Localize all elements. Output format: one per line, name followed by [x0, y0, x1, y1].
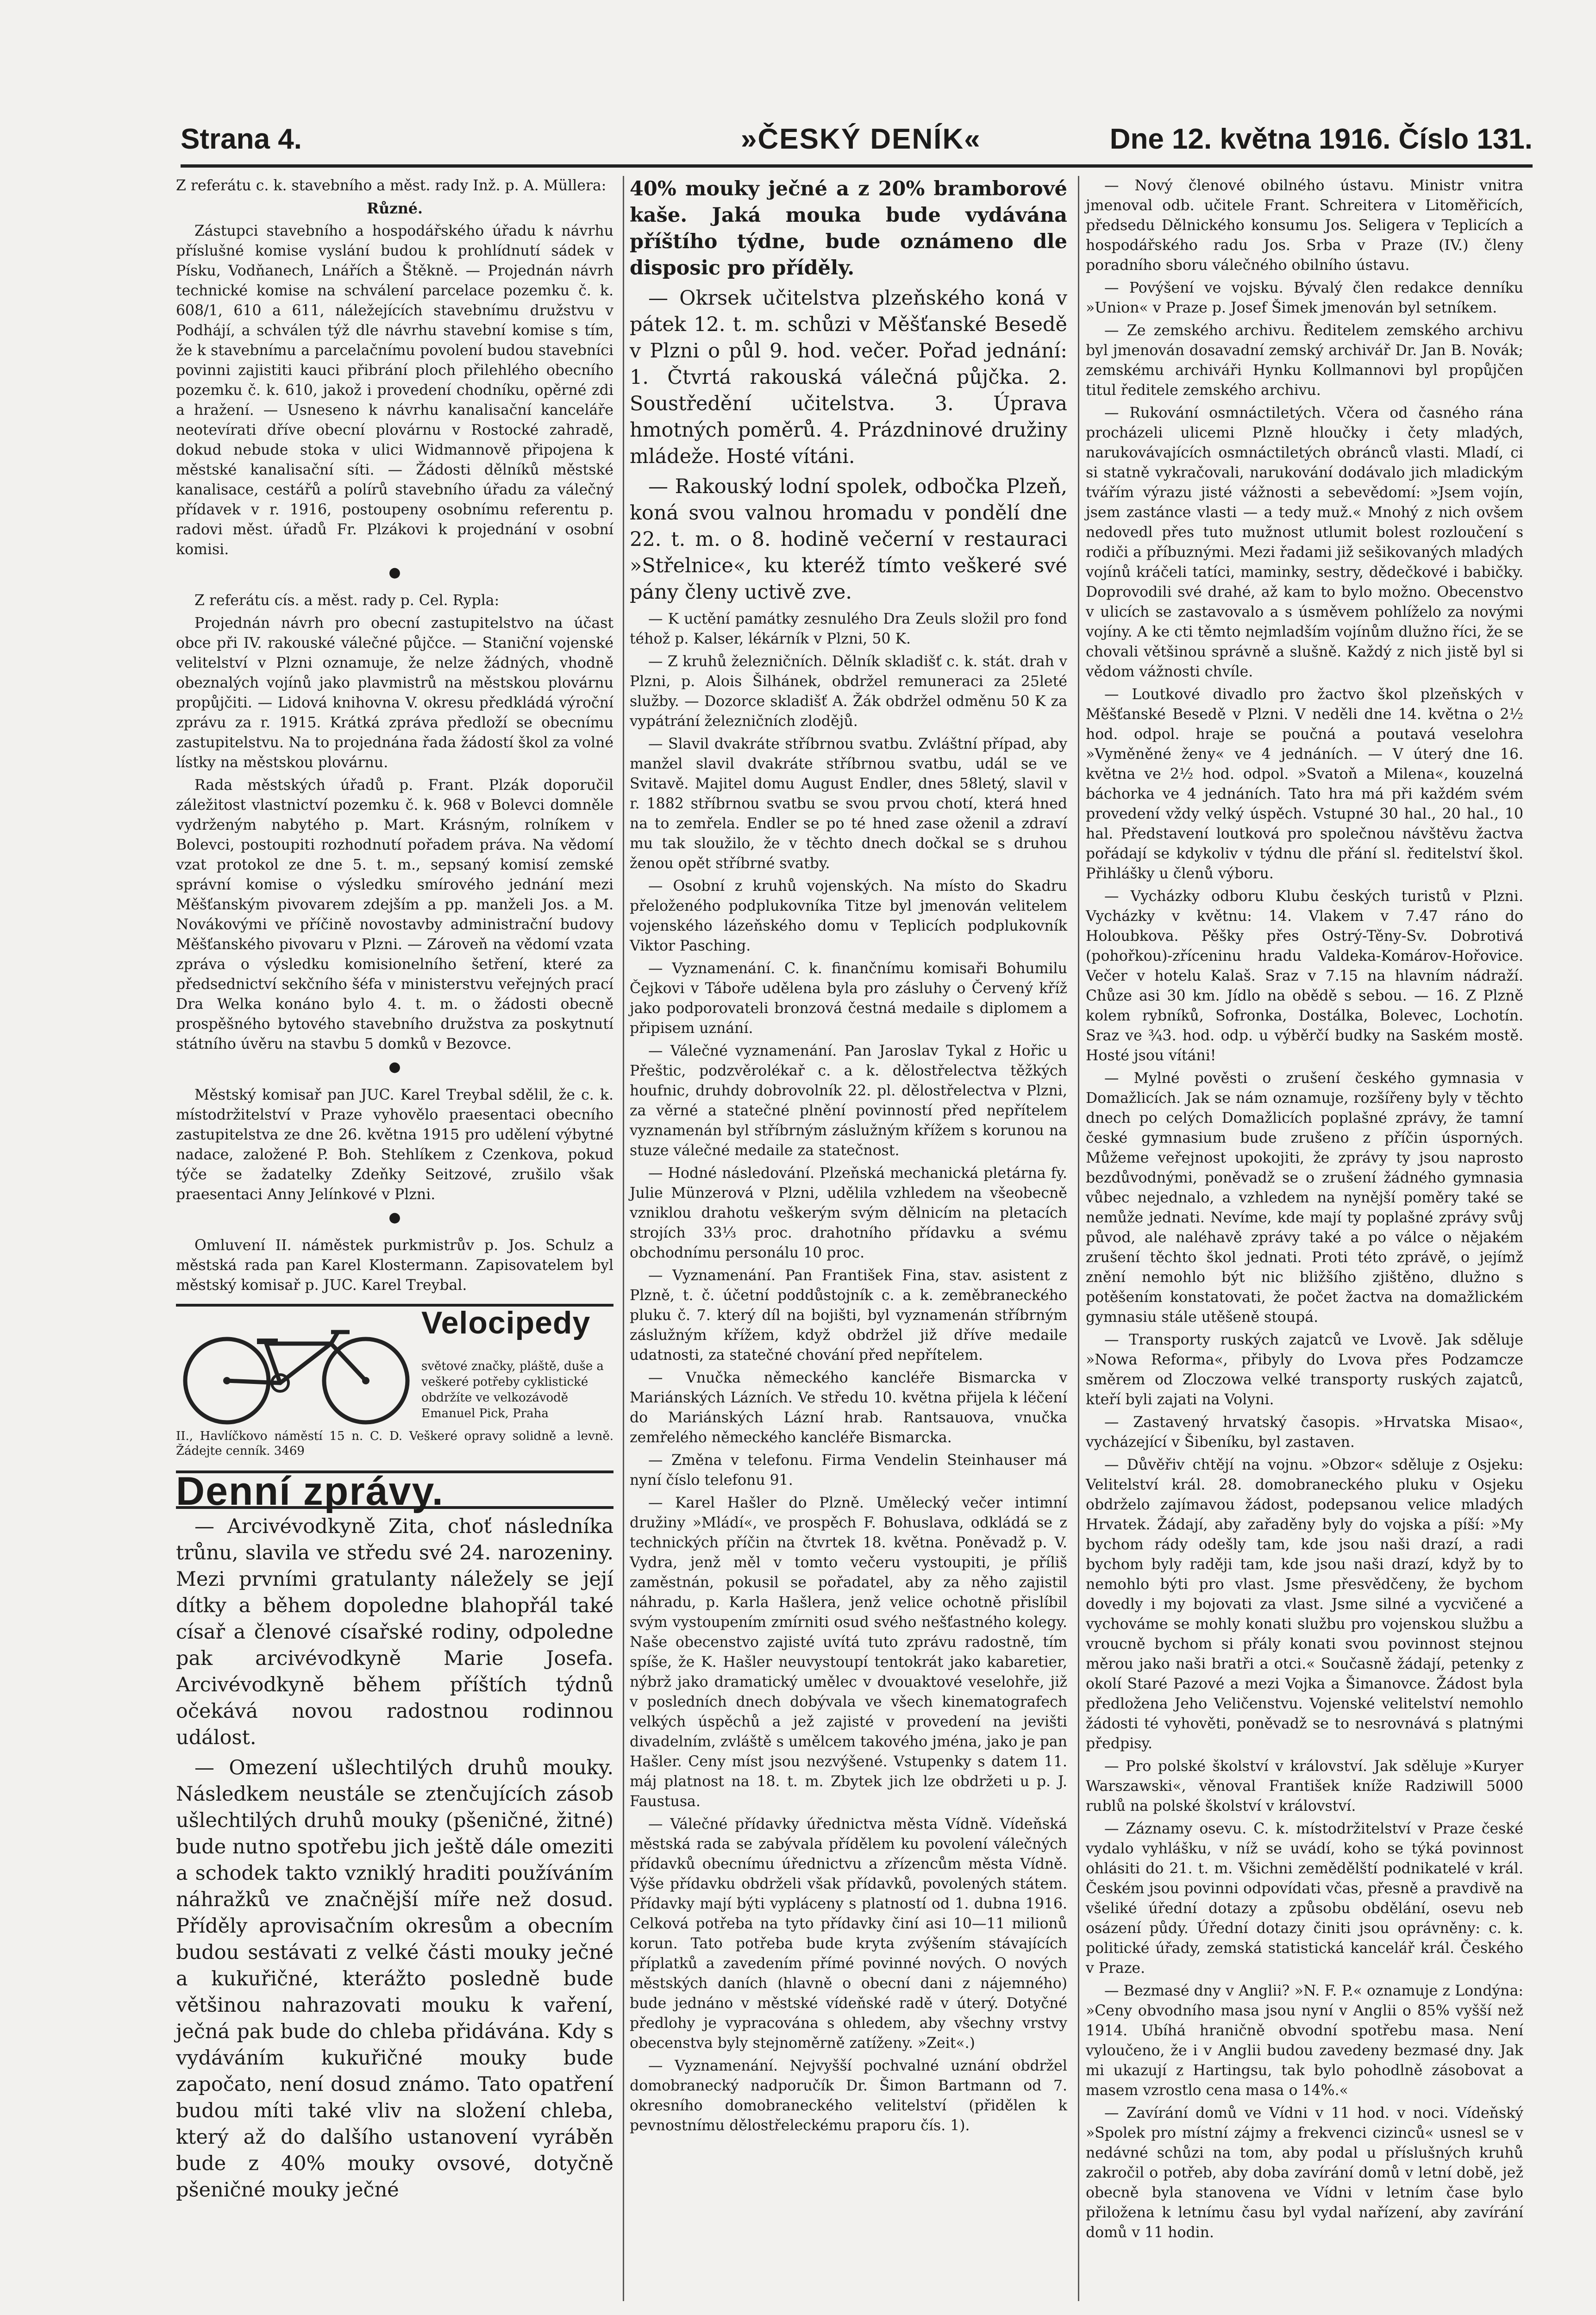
column-middle	[630, 176, 1067, 2139]
news-item: — Ze zemského archivu. Ředitelem zemského archivu byl jmenován dosavadní zemský archivář Dr. Jan B. Novák; zemskému archiváři Hynku Kollmannovi byl propůjčen titul ředitele zemského archivu.	[1086, 322, 1523, 399]
section-title: Denní zprávy.	[176, 1469, 444, 1514]
article-paragraph: Omluvení II. náměstek purkmistrův p. Jos. Schulz a městská rada pan Karel Klostermann. Zapisovatelem byl městský komisař p. JUC. Karel Treybal.	[176, 1237, 613, 1294]
news-item: — Transporty ruských zajatců ve Lvově. Jak sděluje »Nowa Reforma«, přibyly do Lvova přes Podzamcze směrem od Zloczowa velké transporty ruských zajatců, kteří byli zajati na Volyni.	[1086, 1332, 1523, 1408]
news-item: — Z kruhů železničních. Dělník skladišť c. k. stát. drah v Plzni, p. Alois Šilhánek, obdržel remuneraci za 25leté služby. — Dozorce skladišť A. Žák obdržel odměnu 50 K za vypátrání železničních zlodějů.	[630, 653, 1067, 730]
column-right	[1086, 176, 1523, 2246]
news-item: — Změna v telefonu. Firma Vendelin Steinhauser má nyní číslo telefonu 91.	[630, 1452, 1067, 1489]
ad-text: světové značky, pláště, duše a veškeré potřeby cyklistické obdržíte ve velkozávodě Emanuel Pick, Praha	[421, 1359, 604, 1420]
news-item: — Vyznamenání. Nejvyšší pochvalné uznání obdržel domobranecký nadporučík Dr. Šimon Bartmann od 7. okresního domobraneckého velitelství (přidělen k pevnostnímu dělostřeleckému praporu čís. 1).	[630, 2058, 1067, 2134]
news-item: — Vyznamenání. Pan František Fina, stav. asistent z Plzně, t. č. účetní poddůstojník c. a k. zeměbraneckého pluku č. 7. který díl na bojišti, byl vyznamenán stříbrným záslužným křížem, když obdržel již dříve medaile udatnosti, za statečné chování před nepřítelem.	[630, 1267, 1067, 1364]
news-item: — Loutkové divadlo pro žactvo škol plzeňských v Měšťanské Besedě v Plzni. V neděli dne 14. května o 2½ hod. odpol. hraje se poučná a poutavá veselohra »Vyměněné ženy« ve 4 jednáních. — V úterý dne 16. května ve 2½ hod. odpol. »Svatoň a Milena«, kouzelná báchorka ve 4 jednáních. Tato hra má při každém svém provedení vždy velký úspěch. Vstupné 30 hal., 20 hal., 10 hal. Představení loutková pro společnou návštěvu žactva pořádají se kdykoliv v týdnu dle přání sl. ředitelství škol. Přihlášky u členů výboru.	[1086, 686, 1523, 882]
news-item: — Okrsek učitelstva plzeňského koná v pátek 12. t. m. schůzi v Měšťanské Besedě v Plzni o půl 9. hod. večer. Pořad jednání: 1. Čtvrtá rakouská válečná půjčka. 2. Soustředění učitelstva. 3. Úprava hmotných poměrů. 4. Prázdninové družiny mládeže. Hosté vítáni.	[630, 287, 1067, 468]
news-item: 40% mouky ječné a z 20% bramborové kaše. Jaká mouka bude vydávána příštího týdne, bude oznámeno dle disposic pro příděly.	[630, 177, 1067, 280]
separator-dot: ●	[388, 1209, 401, 1226]
column-divider	[623, 176, 624, 2301]
article-paragraph: Z referátu cís. a měst. rady p. Cel. Rypla:	[194, 592, 500, 609]
news-item: — Hodné následování. Plzeňská mechanická pletárna fy. Julie Münzerová v Plzni, udělila vzhledem na všeobecně vzniklou drahotu veškerým svým dělnicím na pletacích strojích 33⅓ proc. drahotního přídavku a svému obchodnímu personálu 10 proc.	[630, 1165, 1067, 1261]
column-divider	[1078, 176, 1079, 2301]
news-block	[630, 176, 1067, 606]
article-paragraph: Z referátu c. k. stavebního a měst. rady Inž. p. A. Müllera:	[176, 177, 607, 194]
news-item: — Vycházky odboru Klubu českých turistů v Plzni. Vycházky v květnu: 14. Vlakem v 7.47 ráno do Holoubkova. Pěšky přes Ostrý-Těny-Sv. Dobrotivá (pohořkou)-zříceninu hradu Valdeka-Komárov-Hořovice. Večer v hotelu Kalaš. Sraz v 7.15 na hlavním nádraží. Chůze asi 30 km. Jídlo na obědě s sebou. — 16. Z Plzně kolem rybníků, Sofronka, Dostálka, Bolevec, Lochotín. Sraz ve ¾3. hod. odp. u výběrčí budky na Saském mostě. Hosté jsou vítáni!	[1086, 888, 1523, 1064]
advertisement	[176, 1304, 613, 1473]
ad-address: II., Havlíčkovo náměstí 15 n. C. D. Veškeré opravy solidně a levně. Žádejte cenník. 3469	[176, 1429, 613, 1458]
newspaper-title: »ČESKÝ DENÍK«	[741, 123, 981, 155]
news-item: — Povýšení ve vojsku. Bývalý člen redakce denníku »Union« v Praze p. Josef Šimek jmenován byl setníkem.	[1086, 280, 1523, 316]
article-paragraph: Městský komisař pan JUC. Karel Treybal sdělil, že c. k. místodržitelství v Praze vyhovělo praesentaci obecního zastupitelstva ze dne 26. května 1915 pro udělení výbytné nadace, založené P. Boh. Stehlíkem z Czenkova, pokud týče se žadatelky Zdeňky Seitzové, zrušilo však praesentaci Anny Jelínkové v Plzni.	[176, 1087, 613, 1203]
news-item: — Vnučka německého kancléře Bismarcka v Mariánských Lázních. Ve středu 10. května přijela k léčení do Mariánských Lázní hrab. Rantsauova, vnučka zemřelého německého kancléře Bismarcka.	[630, 1370, 1067, 1446]
article-paragraph: Projednán návrh pro obecní zastupitelstvo na účast obce při IV. rakouské válečné půjčce. — Staniční vojenské velitelství v Plzni oznamuje, že nelze žádných, vhodně obeznalých vojínů jako plavmistrů na městskou plovárnu propůjčiti. — Lidová knihovna V. okresu předkládá výroční zprávu za r. 1915. Krátká zpráva předloží se obecnímu zastupitelstvu. Na to projednána řada žádostí škol za volné lístky na městskou plovárnu.	[176, 615, 613, 771]
news-item: — Důvěřiv chtějí na vojnu. »Obzor« sděluje z Osjeku: Velitelství král. 28. domobraneckého pluku v Osjeku obdrželo zajímavou žádost, podepsanou velice mladých Hrvatek. Žádají, aby zařaděny byly do vojska a píší: »My bychom rády odešly tam, kde jsou naši drazí, a radi bychom byly raději tam, kde jsou naši drazí, když by to nemohlo býti pro vlast. Jsme přesvědčeny, že bychom dovedly i my bojovati za vlast. Jsme silné a vycvičené a vychováme se mohly konati službu pro vojenskou službu a vroucně bychom si přály konati svou povinnost stejnou měrou jako naši bratři a otci.« Současně žádají, petenky z okolí Staré Pazové a mezi Vojka a Šimanovce. Žádost byla předložena Jeho Veličenstvu. Vojenské velitelství nemohlo žádosti té vyhověti, poněvadž se to nesrovnává s platnými předpisy.	[1086, 1457, 1523, 1752]
news-item: — Záznamy osevu. C. k. místodržitelství v Praze české vydalo vyhlášku, v níž se uvádí, koho se týká povinnost ohlásiti do 21. t. m. Všichni zemědělští podnikatelé v král. Českém jsou povinni odpovídati včas, přesně a pravdivě na všeliké úřední dotazy a způsobu obdělání, osevu neb osázení půdy. Úřední dotazy činiti jsou oprávněny: c. k. politické úřady, zemská statistická kancelář král. Českého v Praze.	[1086, 1821, 1523, 1977]
news-item: — K uctění památky zesnulého Dra Zeuls složil pro fond téhož p. Kalser, lékárník v Plzni, 50 K.	[630, 611, 1067, 647]
issue-date: Dne 12. května 1916. Číslo 131.	[1109, 123, 1533, 155]
news-item: — Válečné přídavky úřednictva města Vídně. Vídeňská městská rada se zabývala přídělem ku povolení válečných přídavků obecnímu úřednictvu a zřízencům města Vídně. Výše přídavku obdrželi však přídavků, povolených státem. Přídavky mají býti vypláceny s platností od 1. dubna 1916. Celková potřeba na tyto přídavky činí asi 10—11 milionů korun. Tato potřeba bude kryta zvýšením stávajících příplatků a zavedením přímé povinné nových. O nových městských daních (hlavně o obecní dani z nájemného) bude jednáno v městské vídeňské radě v úterý. Dotyčné předlohy je vypracována s ohledem, aby všechny vrstvy obecenstva byly stejnoměrně zatíženy. »Zeit«.)	[630, 1816, 1067, 2052]
separator-dot: ●	[388, 564, 401, 581]
article-paragraph: Rada městských úřadů p. Frant. Plzák doporučil záležitost vlastnictví pozemku č. k. 968 v Bolevci domněle vydrženým nabytého p. Mart. Krásným, rolníkem v Bolevci, postoupiti rozhodnutí pořadem práva. Na vědomí vzat protokol ze dne 5. t. m., sepsaný komisí zemské správní komise o výsledku smírového jednání mezi Měšťanským pivovarem zdejším a pp. manželi Jos. a M. Novákovými ve příčině novostavby administrační budovy Měšťanského pivovaru v Plzni. — Zároveň na vědomí vzata zpráva o výsledku komisionelního šetření, které za předsednictví sekčního šéfa v ministerstvu veřejných prací Dra Welka konáno bylo 4. t. m. o žádosti obecně prospěšného bytového stavebního družstva za poskytnutí státního úvěru na stavbu 5 domků v Bezovce.	[176, 777, 613, 1052]
news-item: — Zastavený hrvatský časopis. »Hrvatska Misao«, vycházející v Šibeníku, byl zastaven.	[1086, 1414, 1523, 1451]
news-item: — Nový členové obilného ústavu. Ministr vnitra jmenoval odb. učitele Frant. Schreitera v Litoměřicích, předsedu Dělnického konsumu Jos. Seligera v Teplicích a hospodářského radu Jos. Srba v Praze (IV.) členy poradního sboru válečného obilního ústavu.	[1086, 177, 1523, 274]
news-item: — Zavírání domů ve Vídni v 11 hod. v noci. Vídeňský »Spolek pro místní zájmy a frekvenci cizinců« usnesl se v nedávné schůzi na tom, aby podal u příslušných kruhů zakročil o potřeb, aby doba zavírání domů v letní době, jež obecně byla stanovena ve Vídni v letním čase bylo přiložena k letnímu času byl vydal nařízení, aby zavírání domů v 11 hodin.	[1086, 2105, 1523, 2241]
news-item: — Bezmasé dny v Anglii? »N. F. P.« oznamuje z Londýna: »Ceny obvodního masa jsou nyní v Anglii o 85% vyšší než 1914. Ubíhá hraničně obvodní spotřebu masa. Není vyloučeno, že i v Anglii budou zavedeny bezmasé dny. Jak mi ukazují z Hartingsu, tak bylo pohodlně zásobovat a masem vzrostlo cena masa o 14%.«	[1086, 1983, 1523, 2099]
news-item: — Omezení ušlechtilých druhů mouky. Následkem neustále se ztenčujících zásob ušlechtilých druhů mouky (pšeničné, žitné) bude nutno spotřebu jich ještě dále omeziti a schodek takto vzniklý hraditi používáním náhražků ve značnější míře než dosud. Příděly aprovisačním okresům a obecním budou sestávati z velké části mouky ječné a kukuřičné, kterážto posledně bude většinou nahrazovati mouku k vaření, ječná pak bude do chleba přidávána. Kdy s vydáváním kukuřičné mouky bude započato, není dosud známo. Tato opatření budou míti také vliv na složení chleba, který až do dalšího ustanovení vyráběn bude z 40% mouky ovsové, dotyčně pšeničné mouky ječné	[176, 1756, 613, 2202]
subheading: Různé.	[367, 200, 423, 217]
ad-title: Velocipedy	[421, 1305, 591, 1340]
news-item: — Rukování osmnáctiletých. Včera od časného rána procházeli ulicemi Plzně hloučky i čety mladých, narukovávajících osmnáctiletých obránců vlasti. Mladí, ci si statně vykračovali, narukování dodávalo jich mladickým tvářím výrazu jisté vážnosti a sebevědomí: »Jsem vojín, jsem zastánce vlasti — a tedy muž.« Mnohý z nich ovšem nedovedl přes tuto mužnost utlumit bolest rozloučení s rodiči a příbuznými. Mezi řadami již sešikovaných mladých vojínů kráčeli tatíci, maminky, sestry, dědečkové i babičky. Doprovodili své drahé, až kam to bylo možno. Obecenstvo v ulicích se zastavovalo a s úsměvem pohlíželo za novými vojíny. A ke cti těmto nejmladším vojínům dlužno říci, že se chovali většinou správně a slušně. Každý z nich jistě byl si vědom vážnosti chvíle.	[1086, 405, 1523, 680]
page-header	[181, 118, 1533, 168]
news-item: — Slavil dvakráte stříbrnou svatbu. Zvláštní případ, aby manžel slavil dvakráte stříbrnou svatbu, udál se ve Svitavě. Majitel domu August Endler, dnes 58letý, slavil v r. 1882 stříbrnou svatbu se svou prvou chotí, která hned na to zemřela. Endler se po té hned zase oženil a zdraví mu tak sloužilo, že v těchto dnech dočkal se s druhou ženou opět stříbrné svatby.	[630, 736, 1067, 872]
separator-dot: ●	[388, 1059, 401, 1075]
column-left	[176, 176, 613, 2207]
bicycle-icon	[178, 1325, 414, 1427]
news-block	[176, 1514, 613, 2203]
news-item: — Osobní z kruhů vojenských. Na místo do Skadru přeloženého podplukovníka Titze byl jmenován velitelem vojenského lázeňského domu v Teplicích podplukovník Viktor Pasching.	[630, 878, 1067, 954]
news-item: — Karel Hašler do Plzně. Umělecký večer intimní družiny »Mládí«, ve prospěch F. Bohuslava, odkládá se z technických příčin na čtvrtek 18. května. Poněvadž p. V. Vydra, jenž měl v tomto večeru vystoupiti, je příliš zaměstnán, pokusil se pořadatel, aby za něho zajistil náhradu, p. Karla Hašlera, jenž velice ochotně přislíbil svým vystoupením zmírniti osud svého nešťastného kolegy. Naše obecenstvo zajisté uvítá tuto zprávu radostně, tím spíše, že K. Hašler neuvystoupí tentokrát jako kabaretier, nýbrž jako dramatický umělec v dvouaktové veselohře, již v posledních dnech dobývala ve všech kinematografech velkých úspěchů a jež zajisté v provedení na jevišti divadelním, zvláště s umělcem takového jména, jako je pan Hašler. Ceny míst jsou nezvýšené. Vstupenky s datem 11. máj platnost na 18. t. m. Zbytek jich lze obdržeti u p. J. Faustusa.	[630, 1495, 1067, 1810]
news-item: — Válečné vyznamenání. Pan Jaroslav Tykal z Hořic u Přeštic, podzvěrolékař c. a k. dělostřelectva těžkých houfnic, druhdy dobrovolník 22. pl. dělostřelectva v Plzni, za věrné a statečné plnění povinností před nepřítelem vyznamenán byl stříbrným záslužným křížem s korunou na stuze válečné medaile za statečnost.	[630, 1043, 1067, 1159]
news-item: — Vyznamenání. C. k. finančnímu komisaři Bohumilu Čejkovi v Táboře udělena byla pro zásluhy o Červený kříž jako podporovateli bronzová čestná medaile s diplomem a připisem uznání.	[630, 960, 1067, 1037]
news-item: — Mylné pověsti o zrušení českého gymnasia v Domažlicích. Jak se nám oznamuje, rozšířeny byly v těchto dnech po celých Domažlicích poplašné zprávy, že tamní české gymnasium bude zrušeno z příčin úsporných. Můžeme veřejnost upokojiti, že zprávy ty jsou naprosto bezdůvodnými, poněvadž se o zrušení žádného gymnasia vůbec nejednalo, a vzhledem na nynější poměry také se nemůže jednati. Nevíme, kde mají ty poplašné zprávy svůj původ, ale naléhavě zprávy také a po válce o nějakém zrušení těchto škol jednati. Proti této zprávě, o jejímž znění nemohlo být nic bližšího zjištěno, dlužno s potěšením konstatovati, že počet žactva na domažlickém gymnasiu stále utěšeně stoupá.	[1086, 1070, 1523, 1326]
news-item: — Pro polské školství v království. Jak sděluje »Kuryer Warszawski«, věnoval František kníže Radziwill 5000 rublů na polské školství v království.	[1086, 1758, 1523, 1814]
page-number: Strana 4.	[181, 123, 302, 155]
article-paragraph: Zástupci stavebního a hospodářského úřadu k návrhu příslušné komise vyslání budou k prohlídnutí sádek v Písku, Vodňanech, Lnářích a Štěkně. — Projednán návrh technické komise na schválení parcelace pozemku č. k. 608/1, 610 a 611, náležejících stavebnímu družstvu v Podhájí, a schválen týž dle návrhu stavební komise s tím, že k stavebnímu a parcelačnímu povolení budou stavebníci povinni zajistiti kauci přibrání ploch přilehlého obecního pozemku č. k. 610, jakož i provedení chodníku, opěrné zdi a hražení. — Usneseno k návrhu kanalisační kanceláře neotevírati dříve obecní plovárnu v Rostocké zahradě, dokud nebude stoka v ulici Widmannově připojena k městské kanalisační síti. — Žádosti dělníků městské kanalisace, cestářů a polírů stavebního úřadu za válečný přídavek v r. 1916, postoupeny osobnímu referentu p. radovi měst. úřadů Fr. Plzákovi k projednání v osobní komisi.	[176, 223, 613, 558]
news-item: — Rakouský lodní spolek, odbočka Plzeň, koná svou valnou hromadu v pondělí dne 22. t. m. o 8. hodině večerní v restauraci »Střelnice«, ku kteréž tímto veškeré své pány členy uctivě zve.	[630, 475, 1067, 604]
news-item: — Arcivévodkyně Zita, choť následníka trůnu, slavila ve středu své 24. narozeniny. Mezi prvními gratulanty náležely se její dítky a během dopoledne blahopřál také císař a členové císařské rodiny, odpoledne pak arcivévodkyně Marie Josefa. Arcivévodkyně během příštích týdnů očekává novou radostnou rodinnou událost.	[176, 1515, 613, 1749]
